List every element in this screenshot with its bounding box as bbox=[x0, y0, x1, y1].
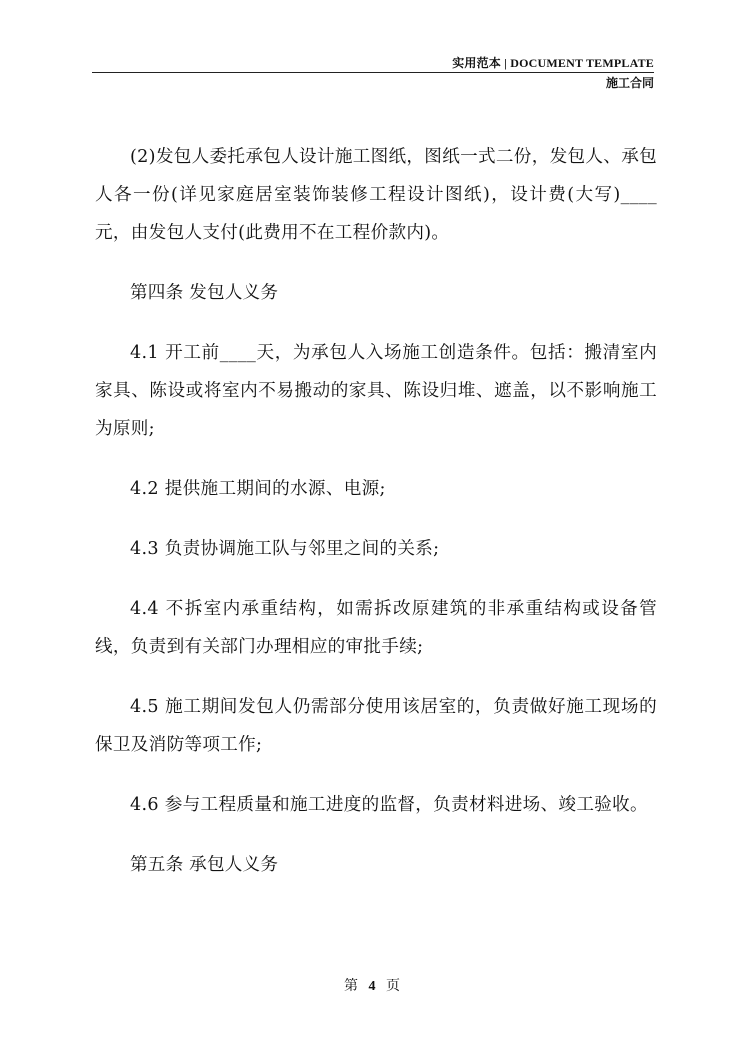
page-number-prefix: 第 bbox=[344, 978, 359, 994]
page-footer bbox=[0, 975, 744, 995]
clause-4-5: 4.5 施工期间发包人仍需部分使用该居室的，负责做好施工现场的保卫及消防等项工作; bbox=[95, 697, 657, 755]
section-heading-contractor-obligations: 第五条 承包人义务 bbox=[130, 855, 279, 875]
clause-4-2: 4.2 提供施工期间的水源、电源; bbox=[130, 479, 386, 499]
clause-4-4: 4.4 不拆室内承重结构，如需拆改原建筑的非承重结构或设备管线，负责到有关部门办理相应的审批手续; bbox=[95, 599, 657, 657]
paragraph-design-fee: (2)发包人委托承包人设计施工图纸，图纸一式二份，发包人、承包人各一份(详见家庭居室装饰装修工程设计图纸)，设计费(大写)____元，由发包人支付(此费用不在工程价款内)。 bbox=[95, 147, 657, 243]
page-number: 4 bbox=[368, 979, 376, 994]
header-divider bbox=[92, 72, 654, 73]
clause-4-1: 4.1 开工前____天，为承包人入场施工创造条件。包括：搬清室内家具、陈设或将室内不易搬动的家具、陈设归堆、遮盖，以不影响施工为原则; bbox=[95, 343, 657, 439]
document-body bbox=[95, 138, 657, 906]
header-document-template-label: 实用范本 | DOCUMENT TEMPLATE bbox=[452, 56, 654, 70]
section-heading-employer-obligations: 第四条 发包人义务 bbox=[130, 283, 279, 303]
page-number-suffix: 页 bbox=[385, 978, 400, 994]
clause-4-3: 4.3 负责协调施工队与邻里之间的关系; bbox=[130, 539, 440, 559]
clause-4-6: 4.6 参与工程质量和施工进度的监督，负责材料进场、竣工验收。 bbox=[130, 795, 648, 815]
page-header bbox=[92, 50, 654, 76]
header-contract-type: 施工合同 bbox=[605, 76, 654, 90]
